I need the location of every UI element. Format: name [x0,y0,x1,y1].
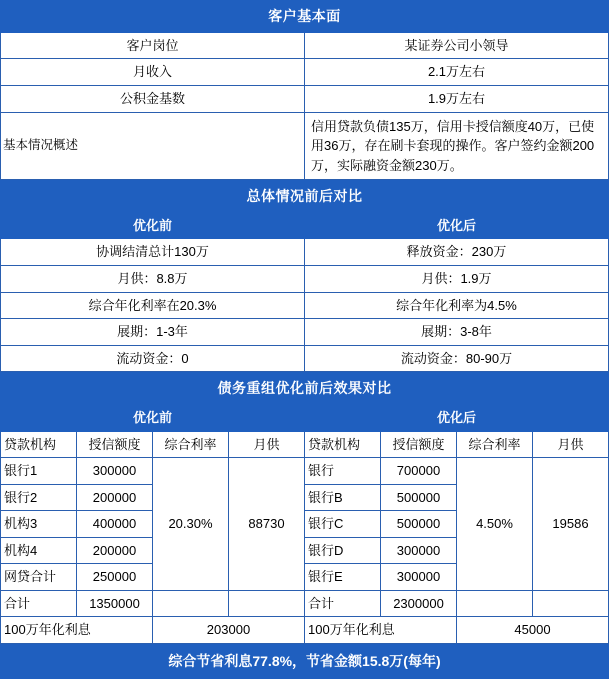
detail-before-interest-label: 100万年化利息 [1,617,153,644]
table-row [1,292,609,319]
basic-row-value-0: 某证券公司小领导 [305,32,609,59]
basic-info-title-row [1,1,609,33]
basic-row-label-0: 客户岗位 [1,32,305,59]
table-row [1,590,609,617]
overall-title-row [1,181,609,213]
detail-title-row [1,373,609,405]
basic-row-value-1: 2.1万左右 [305,59,609,86]
overall-after-1: 月供：1.9万 [305,266,609,293]
basic-row-value-2: 1.9万左右 [305,85,609,112]
overall-col-before: 优化前 [1,212,305,239]
detail-before-org-4: 网贷合计 [1,564,77,591]
table-row [1,32,609,59]
basic-row-label-1: 月收入 [1,59,305,86]
detail-before-monthly: 88730 [229,458,305,591]
detail-after-interest-value: 45000 [457,617,609,644]
overall-col-after: 优化后 [305,212,609,239]
detail-after-org-0: 银行 [305,458,381,485]
detail-after-amount-1: 500000 [381,484,457,511]
overall-before-1: 月供：8.8万 [1,266,305,293]
detail-header-before-org: 贷款机构 [1,431,77,458]
detail-before-amount-4: 250000 [77,564,153,591]
detail-after-amount-3: 300000 [381,537,457,564]
detail-after-rate: 4.50% [457,458,533,591]
detail-after-org-1: 银行B [305,484,381,511]
detail-after-org-2: 银行C [305,511,381,538]
detail-header-after-monthly: 月供 [533,431,609,458]
table-row [1,85,609,112]
detail-before-amount-2: 400000 [77,511,153,538]
detail-interest-row [1,617,609,644]
overall-after-3: 展期：3-8年 [305,319,609,346]
basic-summary-text: 信用贷款负债135万，信用卡授信额度40万，已使用36万，存在刷卡套现的操作。客户签约金额200万，实际融资金额230万。 [305,112,609,180]
table-row [1,319,609,346]
detail-before-interest-value: 203000 [153,617,305,644]
detail-after-org-5: 合计 [305,590,381,617]
basic-summary-row [1,112,609,180]
basic-summary-label: 基本情况概述 [1,112,305,180]
detail-before-org-0: 银行1 [1,458,77,485]
overall-before-2: 综合年化利率在20.3% [1,292,305,319]
table-row [1,239,609,266]
overall-before-4: 流动资金：0 [1,345,305,372]
detail-before-amount-1: 200000 [77,484,153,511]
detail-col-before: 优化前 [1,405,305,432]
detail-header-row [1,431,609,458]
detail-before-total-rate-blank [153,590,229,617]
detail-header-after-org: 贷款机构 [305,431,381,458]
overall-before-0: 协调结清总计130万 [1,239,305,266]
detail-header-after-amount: 授信额度 [381,431,457,458]
footer-row [1,645,609,679]
basic-info-table [0,0,609,180]
detail-after-total-rate-blank [457,590,533,617]
overall-header-row [1,212,609,239]
detail-after-interest-label: 100万年化利息 [305,617,457,644]
detail-header-after-rate: 综合利率 [457,431,533,458]
detail-header-before-rate: 综合利率 [153,431,229,458]
detail-after-monthly: 19586 [533,458,609,591]
table-row [1,458,609,485]
detail-after-amount-4: 300000 [381,564,457,591]
detail-title: 债务重组优化前后效果对比 [1,373,609,405]
table-row [1,59,609,86]
overall-after-0: 释放资金：230万 [305,239,609,266]
detail-after-total-monthly-blank [533,590,609,617]
detail-group-header-row [1,405,609,432]
overall-before-3: 展期：1-3年 [1,319,305,346]
detail-header-before-monthly: 月供 [229,431,305,458]
overall-title: 总体情况前后对比 [1,181,609,213]
detail-before-amount-0: 300000 [77,458,153,485]
footer-summary: 综合节省利息77.8%，节省金额15.8万(每年) [1,645,609,679]
detail-before-org-5: 合计 [1,590,77,617]
detail-after-org-3: 银行D [305,537,381,564]
footer-table [0,644,609,679]
detail-after-org-4: 银行E [305,564,381,591]
table-row [1,266,609,293]
detail-before-total-monthly-blank [229,590,305,617]
detail-before-amount-3: 200000 [77,537,153,564]
overall-after-4: 流动资金：80-90万 [305,345,609,372]
overall-compare-table [0,180,609,372]
detail-before-amount-5: 1350000 [77,590,153,617]
table-row [1,345,609,372]
detail-before-org-3: 机构4 [1,537,77,564]
detail-header-before-amount: 授信额度 [77,431,153,458]
detail-before-org-1: 银行2 [1,484,77,511]
detail-after-amount-0: 700000 [381,458,457,485]
detail-before-org-2: 机构3 [1,511,77,538]
detail-after-amount-5: 2300000 [381,590,457,617]
detail-col-after: 优化后 [305,405,609,432]
basic-info-title: 客户基本面 [1,1,609,33]
detail-before-rate: 20.30% [153,458,229,591]
overall-after-2: 综合年化利率为4.5% [305,292,609,319]
basic-row-label-2: 公积金基数 [1,85,305,112]
detail-compare-table [0,372,609,644]
detail-after-amount-2: 500000 [381,511,457,538]
